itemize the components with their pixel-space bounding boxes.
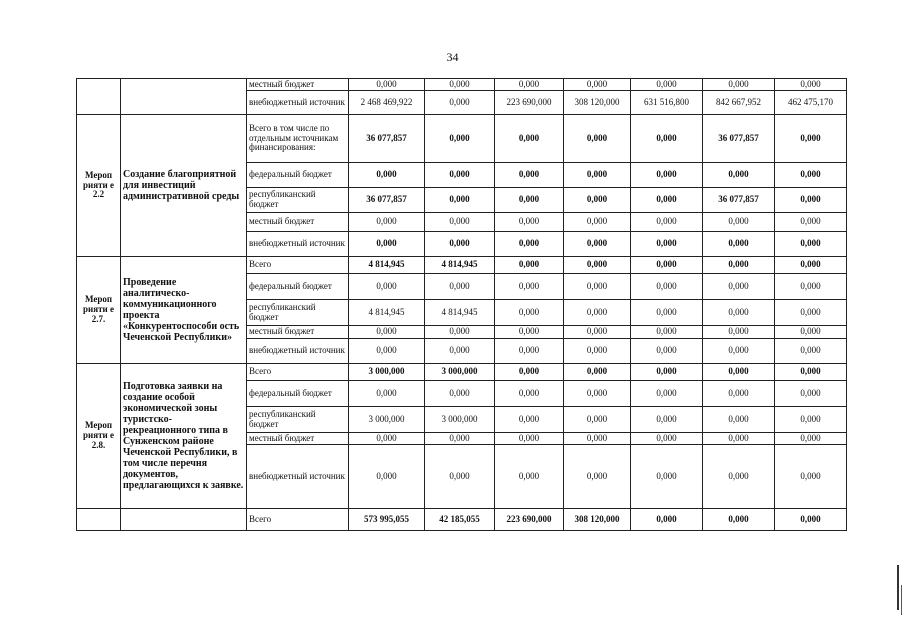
funding-source-cell: федеральный бюджет: [247, 274, 349, 300]
value-cell: 0,000: [775, 115, 847, 163]
activity-title: Подготовка заявки на создание особой экономической зоны туристско-рекреационного типа в Сунженском районе Чеченской Республики, в том числе перечня документов, предлагающихся к заявке.: [121, 364, 247, 509]
value-cell: 0,000: [349, 163, 425, 188]
value-cell: 0,000: [703, 445, 775, 509]
value-cell: 2 468 469,922: [349, 91, 425, 115]
value-cell: 0,000: [495, 79, 564, 91]
value-cell: 0,000: [703, 300, 775, 326]
value-cell: 0,000: [775, 381, 847, 407]
value-cell: 0,000: [775, 188, 847, 213]
table-row: [77, 115, 847, 163]
value-cell: 0,000: [349, 326, 425, 339]
empty-title-cell: [121, 509, 247, 531]
value-cell: 0,000: [703, 509, 775, 531]
value-cell: 0,000: [631, 213, 703, 232]
funding-source-cell: внебюджетный источник: [247, 339, 349, 364]
value-cell: 0,000: [564, 163, 631, 188]
value-cell: 36 077,857: [349, 115, 425, 163]
value-cell: 0,000: [349, 79, 425, 91]
empty-title-cell: [121, 79, 247, 115]
value-cell: 0,000: [631, 300, 703, 326]
value-cell: 0,000: [775, 509, 847, 531]
value-cell: 0,000: [349, 433, 425, 445]
value-cell: 0,000: [703, 339, 775, 364]
value-cell: 42 185,055: [425, 509, 495, 531]
value-cell: 0,000: [631, 445, 703, 509]
value-cell: 0,000: [775, 79, 847, 91]
value-cell: 0,000: [495, 381, 564, 407]
funding-source-cell: Всего: [247, 257, 349, 274]
value-cell: 0,000: [425, 213, 495, 232]
value-cell: 0,000: [703, 163, 775, 188]
value-cell: 0,000: [425, 91, 495, 115]
value-cell: 0,000: [564, 188, 631, 213]
funding-source-cell: внебюджетный источник: [247, 445, 349, 509]
value-cell: 631 516,800: [631, 91, 703, 115]
table-row: [77, 509, 847, 531]
value-cell: 0,000: [495, 213, 564, 232]
value-cell: 462 475,170: [775, 91, 847, 115]
value-cell: 0,000: [425, 433, 495, 445]
value-cell: 0,000: [775, 274, 847, 300]
value-cell: 0,000: [631, 433, 703, 445]
value-cell: 4 814,945: [425, 300, 495, 326]
funding-source-cell: Всего: [247, 509, 349, 531]
value-cell: 0,000: [495, 445, 564, 509]
value-cell: 0,000: [425, 232, 495, 257]
value-cell: 4 814,945: [425, 257, 495, 274]
funding-source-cell: федеральный бюджет: [247, 381, 349, 407]
value-cell: 0,000: [349, 381, 425, 407]
table-row: [77, 79, 847, 91]
value-cell: 0,000: [631, 339, 703, 364]
value-cell: 0,000: [564, 364, 631, 381]
funding-source-cell: Всего: [247, 364, 349, 381]
table-row: [77, 257, 847, 274]
value-cell: 0,000: [703, 232, 775, 257]
value-cell: 0,000: [564, 257, 631, 274]
funding-source-cell: республиканский бюджет: [247, 407, 349, 433]
funding-source-cell: республиканский бюджет: [247, 188, 349, 213]
value-cell: 0,000: [564, 445, 631, 509]
value-cell: 0,000: [495, 188, 564, 213]
value-cell: 0,000: [349, 232, 425, 257]
funding-source-cell: местный бюджет: [247, 433, 349, 445]
value-cell: 0,000: [631, 509, 703, 531]
value-cell: 308 120,000: [564, 509, 631, 531]
value-cell: 0,000: [775, 232, 847, 257]
value-cell: 0,000: [495, 326, 564, 339]
value-cell: 0,000: [775, 433, 847, 445]
value-cell: 0,000: [703, 364, 775, 381]
activity-title: Создание благоприятной для инвестиций административной среды: [121, 115, 247, 257]
value-cell: 0,000: [425, 339, 495, 364]
value-cell: 0,000: [703, 381, 775, 407]
value-cell: 0,000: [495, 163, 564, 188]
value-cell: 0,000: [425, 274, 495, 300]
value-cell: 0,000: [564, 326, 631, 339]
value-cell: 0,000: [631, 407, 703, 433]
value-cell: 0,000: [495, 433, 564, 445]
value-cell: 3 000,000: [425, 407, 495, 433]
value-cell: 4 814,945: [349, 257, 425, 274]
value-cell: 0,000: [775, 339, 847, 364]
value-cell: 0,000: [349, 213, 425, 232]
value-cell: 223 690,000: [495, 91, 564, 115]
value-cell: 0,000: [495, 115, 564, 163]
value-cell: 0,000: [564, 115, 631, 163]
value-cell: 0,000: [425, 326, 495, 339]
activity-code: Мероп рияти е 2.8.: [77, 364, 121, 509]
value-cell: 0,000: [495, 339, 564, 364]
value-cell: 0,000: [349, 339, 425, 364]
value-cell: 0,000: [631, 274, 703, 300]
budget-table: [76, 78, 847, 531]
value-cell: 0,000: [564, 232, 631, 257]
value-cell: 0,000: [631, 257, 703, 274]
value-cell: 0,000: [703, 79, 775, 91]
value-cell: 0,000: [775, 257, 847, 274]
value-cell: 0,000: [775, 213, 847, 232]
value-cell: 0,000: [564, 213, 631, 232]
page-number: 34: [446, 50, 459, 64]
value-cell: 0,000: [495, 364, 564, 381]
value-cell: 223 690,000: [495, 509, 564, 531]
value-cell: 0,000: [703, 274, 775, 300]
value-cell: 0,000: [703, 257, 775, 274]
value-cell: 0,000: [564, 381, 631, 407]
value-cell: 308 120,000: [564, 91, 631, 115]
value-cell: 36 077,857: [703, 188, 775, 213]
value-cell: 3 000,000: [349, 407, 425, 433]
empty-code-cell: [77, 509, 121, 531]
activity-title: Проведение аналитическо-коммуникационного проекта «Конкурентоспособи ость Чеченской Республики»: [121, 257, 247, 364]
page-edge-mark: [897, 565, 899, 610]
table-row: [77, 364, 847, 381]
funding-source-cell: Всего в том числе по отдельным источникам финансирования:: [247, 115, 349, 163]
value-cell: 0,000: [775, 364, 847, 381]
value-cell: 0,000: [495, 274, 564, 300]
value-cell: 0,000: [631, 326, 703, 339]
value-cell: 0,000: [775, 300, 847, 326]
value-cell: 0,000: [425, 79, 495, 91]
value-cell: 0,000: [564, 339, 631, 364]
value-cell: 36 077,857: [349, 188, 425, 213]
value-cell: 0,000: [631, 364, 703, 381]
value-cell: 0,000: [703, 407, 775, 433]
value-cell: 0,000: [631, 79, 703, 91]
value-cell: 36 077,857: [703, 115, 775, 163]
value-cell: 0,000: [425, 445, 495, 509]
value-cell: 0,000: [631, 115, 703, 163]
empty-code-cell: [77, 79, 121, 115]
value-cell: 0,000: [495, 300, 564, 326]
value-cell: 0,000: [495, 257, 564, 274]
value-cell: 0,000: [495, 407, 564, 433]
value-cell: 3 000,000: [349, 364, 425, 381]
value-cell: 0,000: [631, 163, 703, 188]
funding-source-cell: местный бюджет: [247, 326, 349, 339]
funding-source-cell: внебюджетный источник: [247, 91, 349, 115]
value-cell: 0,000: [775, 445, 847, 509]
value-cell: 3 000,000: [425, 364, 495, 381]
value-cell: 0,000: [564, 407, 631, 433]
funding-source-cell: местный бюджет: [247, 213, 349, 232]
activity-code: Мероп рияти е 2.7.: [77, 257, 121, 364]
activity-code: Мероп рияти е 2.2: [77, 115, 121, 257]
value-cell: 0,000: [564, 300, 631, 326]
funding-source-cell: местный бюджет: [247, 79, 349, 91]
value-cell: 0,000: [703, 433, 775, 445]
value-cell: 0,000: [425, 381, 495, 407]
funding-source-cell: внебюджетный источник: [247, 232, 349, 257]
value-cell: 0,000: [349, 274, 425, 300]
value-cell: 0,000: [703, 326, 775, 339]
value-cell: 0,000: [495, 232, 564, 257]
value-cell: 0,000: [425, 115, 495, 163]
value-cell: 842 667,952: [703, 91, 775, 115]
funding-source-cell: федеральный бюджет: [247, 163, 349, 188]
value-cell: 0,000: [564, 433, 631, 445]
value-cell: 0,000: [425, 188, 495, 213]
value-cell: 0,000: [775, 163, 847, 188]
funding-source-cell: республиканский бюджет: [247, 300, 349, 326]
value-cell: 0,000: [631, 381, 703, 407]
value-cell: 0,000: [775, 407, 847, 433]
value-cell: 0,000: [564, 274, 631, 300]
value-cell: 0,000: [703, 213, 775, 232]
value-cell: 0,000: [775, 326, 847, 339]
value-cell: 573 995,055: [349, 509, 425, 531]
value-cell: 0,000: [631, 232, 703, 257]
page-edge-mark: [901, 585, 902, 615]
value-cell: 4 814,945: [349, 300, 425, 326]
value-cell: 0,000: [349, 445, 425, 509]
value-cell: 0,000: [564, 79, 631, 91]
value-cell: 0,000: [631, 188, 703, 213]
value-cell: 0,000: [425, 163, 495, 188]
